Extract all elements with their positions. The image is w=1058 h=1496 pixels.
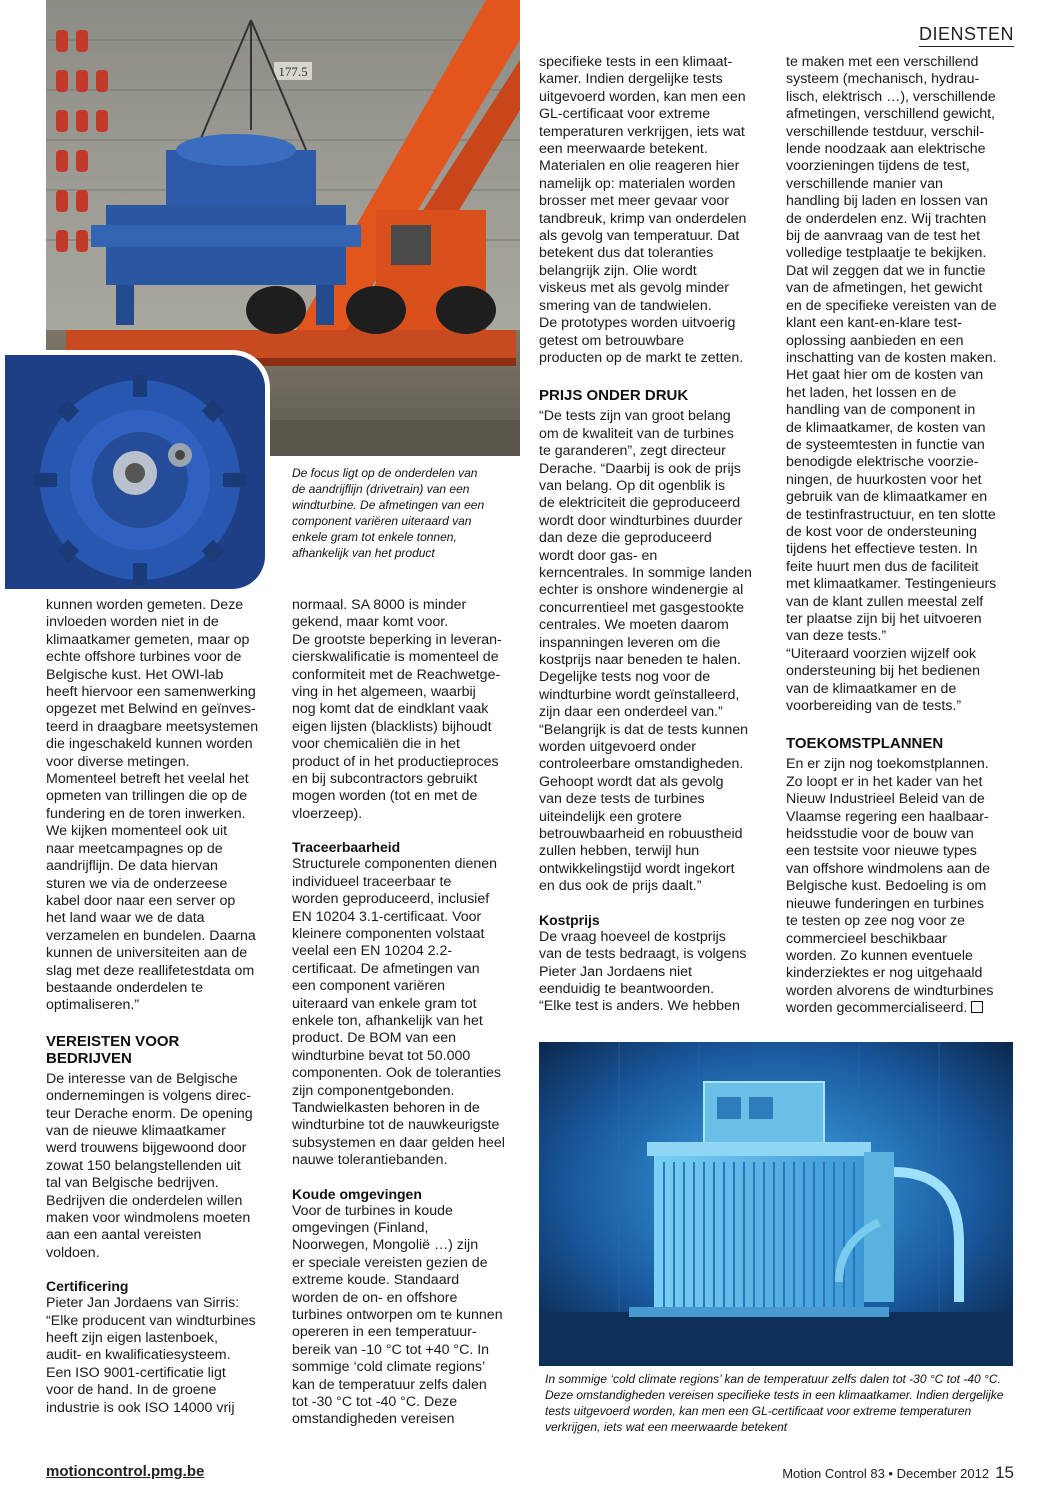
paragraph — [786, 756, 1018, 1017]
crane-number-1: 177.5 — [278, 64, 308, 79]
page-number: 15 — [995, 1463, 1014, 1482]
issue-label: Motion Control 83 • December 2012 — [782, 1466, 990, 1481]
paragraph: Structurele componenten dienen individueel traceerbaar te worden geproduceerd, inclusief EN 10204 3.1-certificaat. Voor kleinere componenten volstaat veelal een EN 10204 2.2- certificaat. De afmetingen van een component variëren uiteraard van enkele gram tot enkele ton, afhankelijk van het product. De BOM van een windturbine bevat tot 50.000 componenten. Ook de toleranties zijn componentgebonden. Tandwielkasten behoren in de windturbine tot de nauwkeurigste subsystemen en daar gelden heel nauwe tolerantiebanden. — [292, 856, 505, 1169]
column-2 — [292, 597, 524, 1429]
heading-toekomstplannen: TOEKOMSTPLANNEN — [786, 735, 944, 753]
subheading-traceerbaarheid: Traceerbaarheid — [292, 839, 401, 856]
paragraph: te maken met een verschillend systeem (mechanisch, hydrau- lisch, elektrisch …), verschillende afmetingen, verschillend gewicht, verschillende testduur, verschil- lende noodzaak aan elektrische voorzieningen tijdens de test, verschillende manier van handling bij laden en lossen van de onderdelen enz. Wij trachten bij de aanvraag van de test het volledige testplaatje te bekijken. Dat wil zeggen dat we in functie van de afmetingen, het gewicht en de specifieke vereisten van de klant een kant-en-klare test- oplossing aanbieden en een inschatting van de kosten maken. Het gaat hier om de kosten van het laden, het lossen en de handling van de component in de klimaatkamer, de kosten van de systeemtesten in functie van benodigde elektrische voorzie- ningen, de huurkosten voor het gebruik van de klimaatkamer en de testinfrastructuur, en ten slotte de kost voor de ondersteuning tijdens het effectieve testen. In feite huurt men dus de faciliteit met klimaatkamer. Testingenieurs van de klant zullen meestal zelf ter plaatse zijn bij het uitvoeren van deze tests.” “Uiteraard voorzien wijzelf ook ondersteuning bij het bedienen van de klimaatkamer en de voorbereiding van de tests.” — [786, 54, 997, 715]
paragraph: Pieter Jan Jordaens van Sirris: “Elke producent van windturbines heeft zijn eigen lastenboek, audit- en kwalificatiesysteem. Een ISO 9001-certificatie ligt voor de hand. In de groene industrie is ook ISO 14000 vrij — [46, 1295, 256, 1416]
photo-caption-bottom: In sommige ‘cold climate regions’ kan de temperatuur zelfs dalen tot -30 °C tot -40 °C. Deze omstandigheden vereisen specifieke tests in een klimaatkamer. Indien dergelijke tests uitgevoerd worden, kan men een GL-certificaat voor extreme temperaturen verkrijgen, iets wat een meerwaarde betekent — [545, 1372, 1004, 1434]
paragraph: kunnen worden gemeten. Deze invloeden worden niet in de klimaatkamer gemeten, maar op echte offshore turbines voor de Belgische kust. Het OWI-lab heeft hiervoor een samenwerking opgezet met Belwind en geïnves- teerd in draagbare meetsystemen die ingeschakeld kunnen worden voor diverse metingen. Momenteel betreft het veelal het opmeten van trillingen die op de fundering en de toren inwerken. We kijken momenteel ook uit naar meetcampagnes op de aandrijflijn. De data hiervan sturen we via de onderzeese kabel door naar een server op het land waar we de data verzamelen en bundelen. Daarna kunnen de universiteiten aan de slag met deze reallifetestdata om bestaande onderdelen te optimaliseren.” — [46, 597, 259, 1014]
column-4 — [786, 54, 1018, 1018]
subheading-certificering: Certificering — [46, 1278, 129, 1295]
end-of-article-icon — [971, 1001, 983, 1013]
heading-prijs-onder-druk: PRIJS ONDER DRUK — [539, 387, 689, 405]
paragraph-text: En er zijn nog toekomstplannen. Zo loopt er in het kader van het Nieuw Industrieel Beleid van de Vlaamse regering een haalbaar- heidsstudie voor de bouw van een testsite voor nieuwe types van offshore windmolens aan de Belgische kust. Bedoeling is om nieuwe funderingen en turbines te testen op zee nog voor ze commercieel beschikbaar worden. Zo kunnen eventuele kinderziektes er nog uitgehaald worden alvorens de windturbines worden gecommercialiseerd. — [786, 756, 994, 1017]
column-3 — [539, 54, 771, 1016]
subheading-kostprijs: Kostprijs — [539, 911, 600, 928]
gearbox-inset-photo — [0, 350, 270, 594]
paragraph: Voor de turbines in koude omgevingen (Finland, Noorwegen, Mongolië …) zijn er speciale vereisten gezien de extreme koude. Standaard worden de on- en offshore turbines ontworpen om te kunnen opereren in een temperatuur- bereik van -10 °C tot +40 °C. In sommige ‘cold climate regions’ kan de temperatuur zelfs dalen tot -30 °C tot -40 °C. Deze omstandigheden vereisen — [292, 1202, 503, 1428]
subheading-koude-omgevingen: Koude omgevingen — [292, 1185, 422, 1202]
paragraph: De interesse van de Belgische ondernemingen is volgens direc- teur Derache enorm. De opening van de nieuwe klimaatkamer werd trouwens bijgewoond door zowat 150 belangstellenden uit tal van Belgische bedrijven. Bedrijven die onderdelen willen maken voor windmolens moeten aan een aantal vereisten voldoen. — [46, 1070, 253, 1261]
column-1 — [46, 597, 278, 1417]
paragraph: De vraag hoeveel de kostprijs van de tests bedraagt, is volgens Pieter Jan Jordaens niet eenduidig te beantwoorden. “Elke test is anders. We hebben — [539, 928, 747, 1015]
paragraph: “De tests zijn van groot belang om de kwaliteit van de turbines te garanderen”, zegt directeur Derache. “Daarbij is ook de prijs van belang. Op dit ogenblik is de elektriciteit die geproduceerd wordt door windturbines duurder dan deze die geproduceerd wordt door gas- en kerncentrales. In sommige landen echter is onshore windenergie al concurrentieel met gasgestookte centrales. We moeten daarom inspanningen leveren om die kostprijs naar beneden te halen. Degelijke tests nog voor de windturbine wordt geïnstalleerd, zijn daar een onderdeel van.” “Belangrijk is dat de tests kunnen worden uitgevoerd onder controleerbare omstandigheden. Gehoopt wordt dat als gevolg van deze tests de turbines uiteindelijk een grotere betrouwbaarheid en robuustheid zullen hebben, terwijl hun ontwikkelingstijd wordt ingekort en dus ook de prijs daalt.” — [539, 408, 752, 895]
paragraph: normaal. SA 8000 is minder gekend, maar komt voor. De grootste beperking in leveran- cierskwalificatie is momenteel de conformiteit met de Reachwetge- ving in het algemeen, waarbij nog komt dat de eindklant vaak eigen lijsten (blacklists) bijhoudt voor chemicaliën die in het product of in het productieproces en bij subcontractors gebruikt mogen worden (tot en met de vloerzeep). — [292, 597, 502, 822]
paragraph: specifieke tests in een klimaat- kamer. Indien dergelijke tests uitgevoerd worden, kan men een GL-certificaat voor extreme temperaturen verkrijgen, iets wat een meerwaarde betekent. Materialen en olie reageren hier namelijk op: materialen worden brosser met meer gevaar voor tandbreuk, krimp van onderdelen als gevolg van temperatuur. Dat betekent dus dat toleranties belangrijk zijn. Olie wordt viskeus met als gevolg minder smering van de tandwielen. De prototypes worden uitvoerig getest om betrouwbare producten op de markt te zetten. — [539, 54, 747, 366]
footer-website-link[interactable]: motioncontrol.pmg.be — [46, 1463, 205, 1480]
heading-vereisten: VEREISTEN VOOR BEDRIJVEN — [46, 1032, 180, 1067]
climate-chamber-photo — [539, 1042, 1013, 1366]
footer-issue-info — [782, 1463, 1014, 1483]
photo-caption-top: De focus ligt op de onderdelen van de aandrijflijn (drivetrain) van een windturbine. De afmetingen van een component variëren uiteraard van enkele gram tot enkele tonnen, afhankelijk van het product — [292, 466, 485, 560]
section-tag: DIENSTEN — [919, 24, 1014, 47]
